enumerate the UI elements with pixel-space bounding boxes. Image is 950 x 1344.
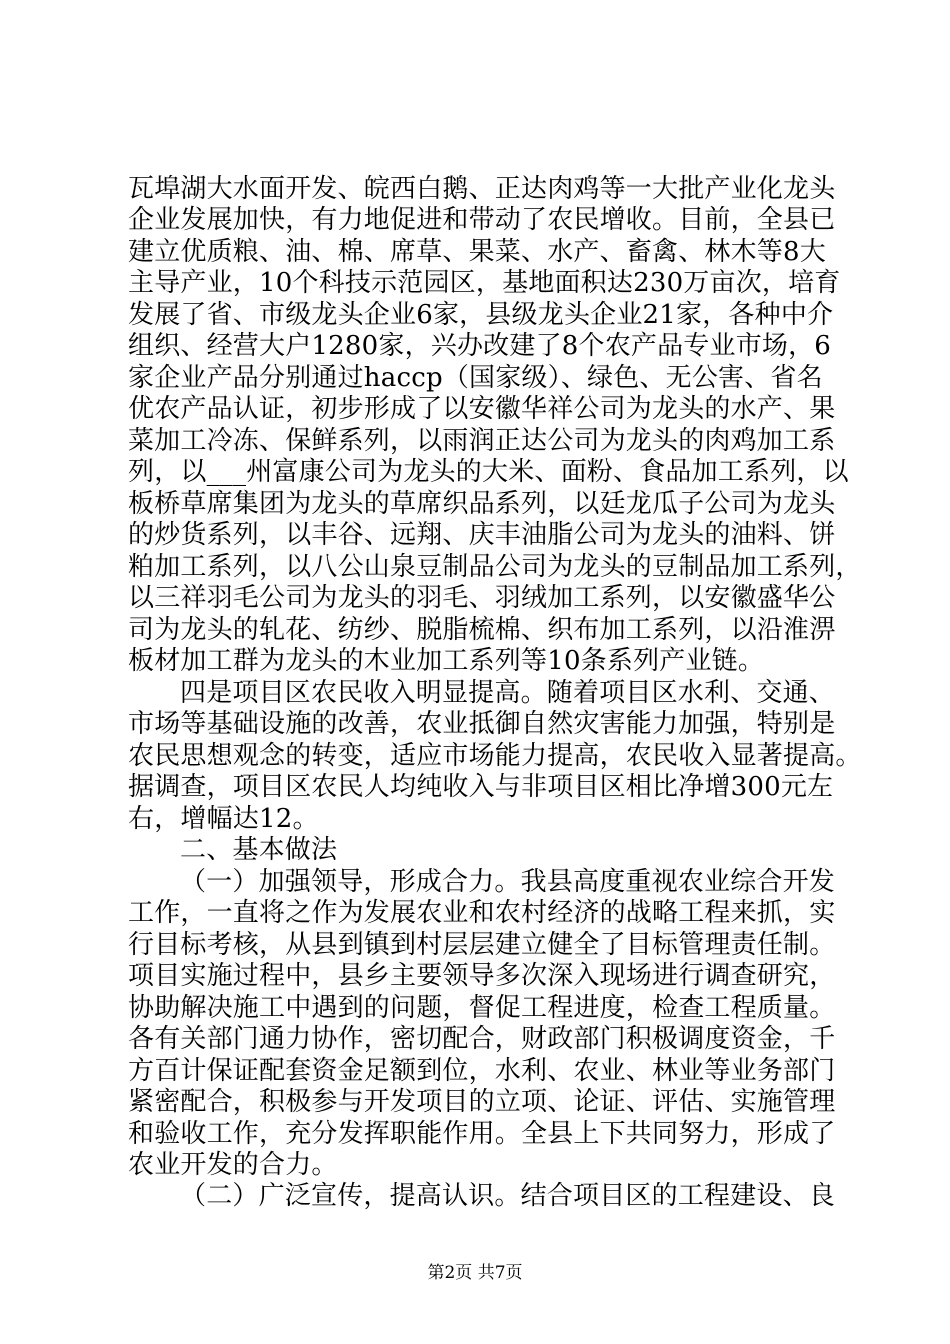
paragraph-4-start: 四是项目区农民收入明显提高。随着项目区水利、交通、 [180, 678, 836, 708]
text-line-14: 以三祥羽毛公司为龙头的羽毛、羽绒加工系列，以安徽盛华公 [128, 583, 836, 613]
text-line-2: 企业发展加快，有力地促进和带动了农民增收。目前，全县已 [128, 205, 836, 235]
text-line-10: 列，以___州富康公司为龙头的大米、面粉、食品加工系列，以 [128, 457, 849, 487]
text-line-32: 农业开发的合力。 [128, 1150, 338, 1180]
section-heading: 二、基本做法 [180, 835, 338, 865]
text-line-31: 和验收工作，充分发挥职能作用。全县上下共同努力，形成了 [128, 1119, 836, 1149]
text-line-4: 主导产业，10个科技示范园区，基地面积达230万亩次，培育 [128, 268, 841, 298]
text-line-19: 农民思想观念的转变，适应市场能力提高，农民收入显著提高。 [128, 741, 862, 771]
text-line-25: 行目标考核，从县到镇到村层层建立健全了目标管理责任制。 [128, 930, 836, 960]
text-line-7: 家企业产品分别通过haccp（国家级）、绿色、无公害、省名 [128, 363, 823, 393]
text-line-24: 工作，一直将之作为发展农业和农村经济的战略工程来抓，实 [128, 898, 836, 928]
text-line-8: 优农产品认证，初步形成了以安徽华祥公司为龙头的水产、果 [128, 394, 836, 424]
text-line-13: 粕加工系列，以八公山泉豆制品公司为龙头的豆制品加工系列， [128, 552, 862, 582]
text-line-29: 方百计保证配套资金足额到位，水利、农业、林业等业务部门 [128, 1056, 836, 1086]
page-footer: 第2页 共7页 [427, 1263, 523, 1283]
text-line-28: 各有关部门通力协作，密切配合，财政部门积极调度资金，千 [128, 1024, 836, 1054]
text-line-11: 板桥草席集团为龙头的草席织品系列，以廷龙瓜子公司为龙头 [128, 489, 836, 519]
text-line-1: 瓦埠湖大水面开发、皖西白鹅、正达肉鸡等一大批产业化龙头 [128, 174, 836, 204]
text-line-26: 项目实施过程中，县乡主要领导多次深入现场进行调查研究， [128, 961, 836, 991]
text-line-27: 协助解决施工中遇到的问题，督促工程进度，检查工程质量。 [128, 993, 836, 1023]
text-line-30: 紧密配合，积极参与开发项目的立项、论证、评估、实施管理 [128, 1087, 836, 1117]
text-line-15: 司为龙头的轧花、纺纱、脱脂梳棉、织布加工系列，以沿淮淠 [128, 615, 836, 645]
text-line-20: 据调查，项目区农民人均纯收入与非项目区相比净增300元左 [128, 772, 834, 802]
subsection-2-start: （二）广泛宣传，提高认识。结合项目区的工程建设、良 [180, 1181, 836, 1211]
subsection-1-start: （一）加强领导，形成合力。我县高度重视农业综合开发 [180, 867, 836, 897]
text-line-3: 建立优质粮、油、棉、席草、果菜、水产、畜禽、林木等8大 [128, 237, 826, 267]
text-line-21: 右，增幅达12。 [128, 804, 319, 834]
text-line-9: 菜加工冷冻、保鲜系列，以雨润正达公司为龙头的肉鸡加工系 [128, 426, 836, 456]
text-line-6: 组织、经营大户1280家，兴办改建了8个农产品专业市场，6 [128, 331, 832, 361]
text-line-5: 发展了省、市级龙头企业6家，县级龙头企业21家，各种中介 [128, 300, 834, 330]
text-line-12: 的炒货系列，以丰谷、远翔、庆丰油脂公司为龙头的油料、饼 [128, 520, 836, 550]
text-line-16: 板材加工群为龙头的木业加工系列等10条系列产业链。 [128, 646, 765, 676]
text-line-18: 市场等基础设施的改善，农业抵御自然灾害能力加强，特别是 [128, 709, 836, 739]
